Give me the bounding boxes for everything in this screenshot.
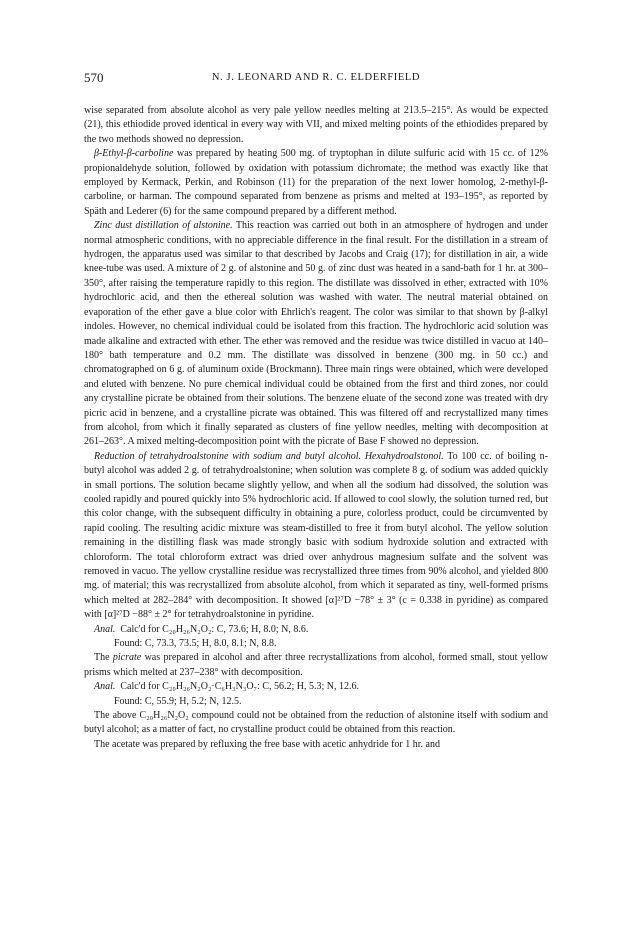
analysis-found: Found: C, 73.3, 73.5; H, 8.0, 8.1; N, 8.8. [114,638,277,650]
paragraph-lead: Zinc dust distillation of alstonine. [94,220,233,232]
paragraph: The acetate was prepared by refluxing the free base with acetic anhydride for 1 hr. and [94,738,440,750]
paragraph: Reduction of tetrahydroalstonine with sodium and butyl alcohol. Hexahydroalstonol. To 100 cc. of boiling n-butyl alcohol was added 2 g. of tetrahydroalstonine; when solution was complete 8 g. of sodium was added quickly in small portions. The solution became slightly yellow, and when all the sodium had dissolved, the solution was cooled rapidly and poured quickly into 5% hydrochloric acid. If allowed to cool slowly, the solution turned red, but this color change, with the subsequent difficulty in obtaining a pure, colorless product, could be circumvented by rapid cooling. The resulting acidic mixture was steam-distilled to free it from butyl alcohol. The yellow solution remaining in the distilling flask was made strongly basic with sodium hydroxide solution and extracted with chloroform. The total chloroform extract was dried over anhydrous magnesium sulfate and the solvent was removed in vacuo. The yellow crystalline residue was recrystallized three times from 90% alcohol, and yielded 800 mg. of material; this was recrystallized from absolute alcohol, from which it separated as tiny, well-formed prisms which melted at 282–284° with decomposition. It showed [α]²⁷D −78° ± 3° (c = 0.338 in pyridine) as compared with [α]²⁷D −88° ± 2° for tetrahydroalstonine in pyridine. [84,450,548,621]
analysis-calcd: Anal. Calc'd for C₂₀H₂₆N₂O₂: C, 73.6; H, 8.0; N, 8.6. [94,623,309,635]
paragraph: Zinc dust distillation of alstonine. This reaction was carried out both in an atmosphere of hydrogen and under normal atmospheric conditions, with no appreciable difference in the final result. For the distillation in a stream of hydrogen, the apparatus used was similar to that described by Jacobs and Craig (17); for distillation in air, a wide knee-tube was used. A mixture of 2 g. of alstonine and 50 g. of zinc dust was heated in a sand-bath for 1 hr. at 300–350°, after raising the temperature rapidly to this region. The distillate was dissolved in ether, extracted with 10% hydrochloric acid, and then the ethereal solution was washed with water. The neutral material obtained on evaporation of the ether gave a blue color with Ehrlich's reagent. The color was similar to that shown by β-alkyl indoles. However, no chemical individual could be isolated from this fraction. The hydrochloric acid solution was made alkaline and extracted with ether. The ether was removed and the residue was twice distilled in vacuo at 140–180° bath temperature and 0.2 mm. The distillate was dissolved in benzene (300 mg. in 50 cc.) and chromatographed on 6 g. of aluminum oxide (Brockmann). Three main rings were obtained, which were developed and eluted with benzene. No pure chemical individual could be obtained from the first and third zones, nor could any crystalline picrate be obtained from their solutions. The benzene eluate of the second zone was treated with dry picric acid in benzene, and a crystalline picrate was obtained. This was filtered off and recrystallized many times from alcohol, from which it finally separated as clusters of fine yellow needles, melting with decomposition at 261–263°. A mixed melting-decomposition point with the picrate of Base F showed no depression. [84,220,549,448]
paragraph: The picrate was prepared in alcohol and after three recrystallizations from alcohol, formed small, stout yellow prisms which melted at 237–238° with decomposition. [84,652,548,678]
paragraph-lead: β-Ethyl-β-carboline [94,148,174,160]
body-text [84,104,548,752]
paragraph: The above C₂₀H₂₆N₂O₂ compound could not be obtained from the reduction of alstonine itself with sodium and butyl alcohol; as a matter of fact, no crystalline product could be obtained from this reaction. [84,710,548,736]
paragraph: β-Ethyl-β-carboline was prepared by heating 500 mg. of tryptophan in dilute sulfuric acid with 15 cc. of 12% propionaldehyde solution, followed by oxidation with potassium dichromate; the method was exactly like that employed by Kermack, Perkin, and Robinson (11) for the preparation of the next lower homolog, 2-methyl-β-carboline, or harman. The compound separated from benzene as prisms and melted at 193–195°, as reported by Späth and Lederer (6) for the same compound prepared by a different method. [84,148,548,217]
page-number: 570 [84,70,104,85]
page-header [84,71,548,85]
running-head: N. J. LEONARD AND R. C. ELDERFIELD [211,72,421,83]
analysis-found: Found: C, 55.9; H, 5.2; N, 12.5. [114,695,242,707]
paragraph-lead: picrate [112,652,142,664]
paragraph: wise separated from absolute alcohol as very pale yellow needles melting at 213.5–215°. As would be expected (21), this ethiodide proved identical in every way with VII, and mixed melting points of the ethiodides prepared by the two methods showed no depression. [84,105,548,145]
paragraph-lead: Reduction of tetrahydroalstonine with sodium and butyl alcohol. Hexahydroalstonol. [94,450,444,462]
analysis-calcd: Anal. Calc'd for C₂₀H₂₆N₂O₂·C₆H₃N₃O₇: C, 56.2; H, 5.3; N, 12.6. [94,681,359,693]
